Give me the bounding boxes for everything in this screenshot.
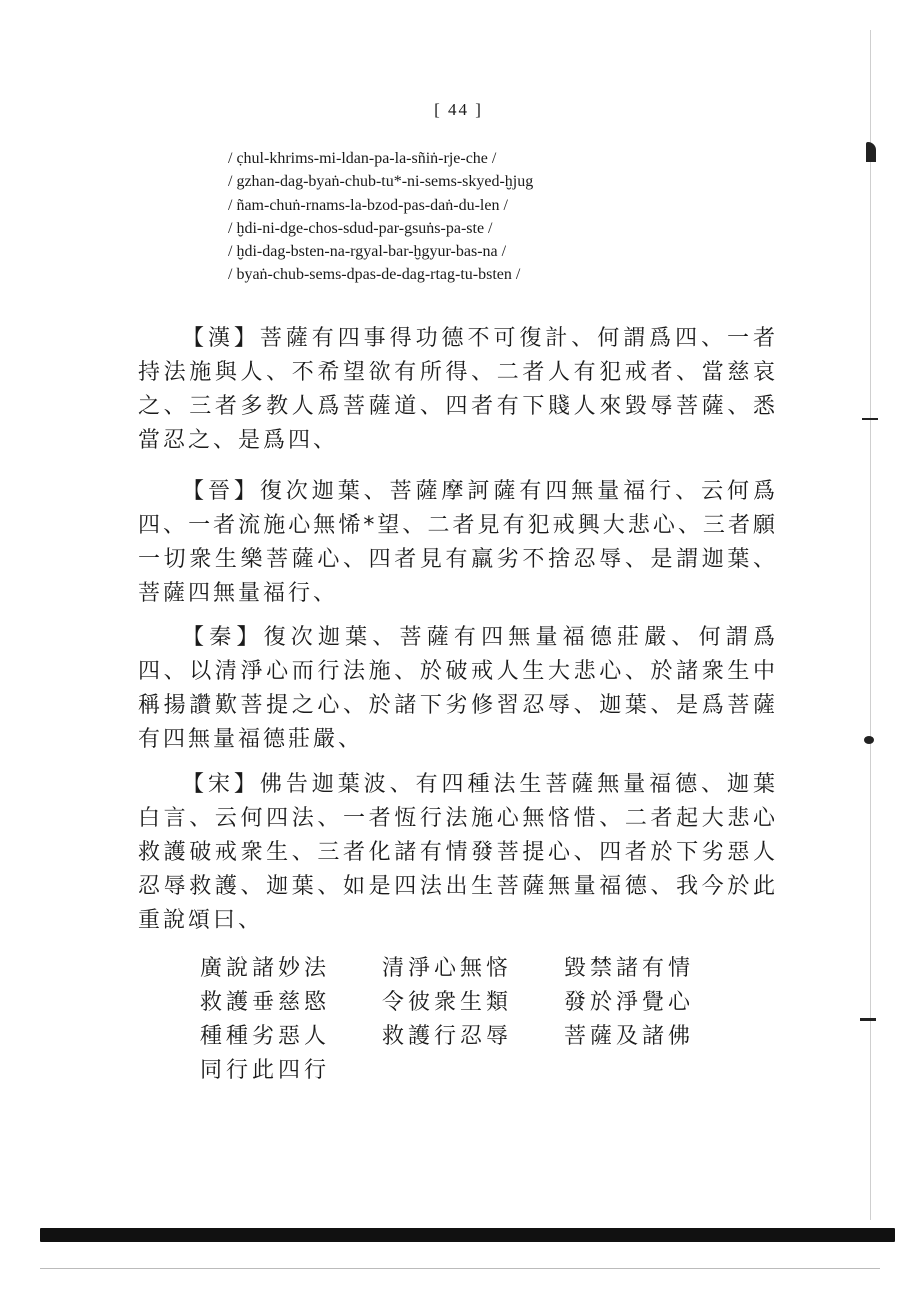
verse-line: 清淨心無悋 — [382, 956, 513, 981]
verse-line: 廣說諸妙法 — [200, 956, 331, 981]
transliteration-line: / c̣hul-khrims-mi-ldan-pa-la-sñiṅ-rje-che / — [228, 150, 497, 167]
verse-line: 令彼衆生類 — [382, 990, 513, 1015]
verse-row — [200, 986, 746, 1020]
jin-translation-paragraph: 【晉】復次迦葉、菩薩摩訶薩有四無量福行、云何爲四、一者流施心無悕*望、二者見有犯戒興大悲心、三者願一切衆生樂菩薩心、四者見有羸劣不捨忍辱、是謂迦葉、菩薩四無量福行、 — [138, 479, 778, 606]
verse-line — [382, 1054, 564, 1088]
transliteration-line: / byaṅ-chub-sems-dpas-de-dag-rtag-tu-bsten / — [228, 266, 521, 284]
verse-line: 救護行忍辱 — [382, 1024, 513, 1049]
verse-row — [200, 1054, 746, 1088]
verse-line: 種種劣惡人 — [200, 1024, 331, 1049]
qin-translation-paragraph: 【秦】復次迦葉、菩薩有四無量福德莊嚴、何謂爲四、以清淨心而行法施、於破戒人生大悲心、於諸衆生中稱揚讚歎菩提之心、於諸下劣修習忍辱、迦葉、是爲菩薩有四無量福德莊嚴、 — [138, 625, 778, 752]
transliteration-line: / ñam-chuṅ-rnams-la-bzod-pas-daṅ-du-len / — [228, 196, 508, 214]
tibetan-transliteration-block — [228, 147, 708, 287]
margin-mark — [860, 1018, 876, 1021]
verse-line: 發於淨覺心 — [564, 990, 695, 1015]
verse-line: 同行此四行 — [200, 1058, 331, 1083]
bottom-thin-rule — [40, 1268, 880, 1269]
verse-block — [200, 952, 746, 1088]
margin-mark — [864, 736, 874, 744]
verse-row — [200, 952, 746, 986]
verse-line: 救護垂慈愍 — [200, 990, 331, 1015]
margin-mark — [866, 142, 876, 162]
verse-row — [200, 1020, 746, 1054]
transliteration-line: / gzhan-dag-byaṅ-chub-tu*-ni-sems-skyed-ḫjug — [228, 173, 534, 191]
han-translation-paragraph: 【漢】菩薩有四事得功德不可復計、何謂爲四、一者持法施與人、不希望欲有所得、二者人有犯戒者、當慈哀之、三者多教人爲菩薩道、四者有下賤人來毀辱菩薩、悉當忍之、是爲四、 — [138, 326, 778, 453]
page-edge-divider — [870, 30, 871, 1220]
song-translation-paragraph: 【宋】佛告迦葉波、有四種法生菩薩無量福德、迦葉白言、云何四法、一者恆行法施心無悋惜、二者起大悲心救護破戒衆生、三者化諸有情發菩提心、四者於下劣惡人忍辱救護、迦葉、如是四法出生菩薩無量福德、我今於此重說頌曰、 — [138, 772, 778, 933]
verse-line: 毀禁諸有情 — [564, 956, 695, 981]
transliteration-line: / ḫdi-ni-dge-chos-sdud-par-gsuṅs-pa-ste / — [228, 219, 493, 237]
page-number: [ 44 ] — [434, 100, 483, 119]
verse-line — [564, 1054, 746, 1088]
verse-line: 菩薩及諸佛 — [564, 1024, 695, 1049]
transliteration-line: / ḫdi-dag-bsten-na-rgyal-bar-ḫgyur-bas-na / — [228, 243, 507, 261]
bottom-rule — [40, 1228, 895, 1242]
margin-mark — [862, 418, 878, 420]
